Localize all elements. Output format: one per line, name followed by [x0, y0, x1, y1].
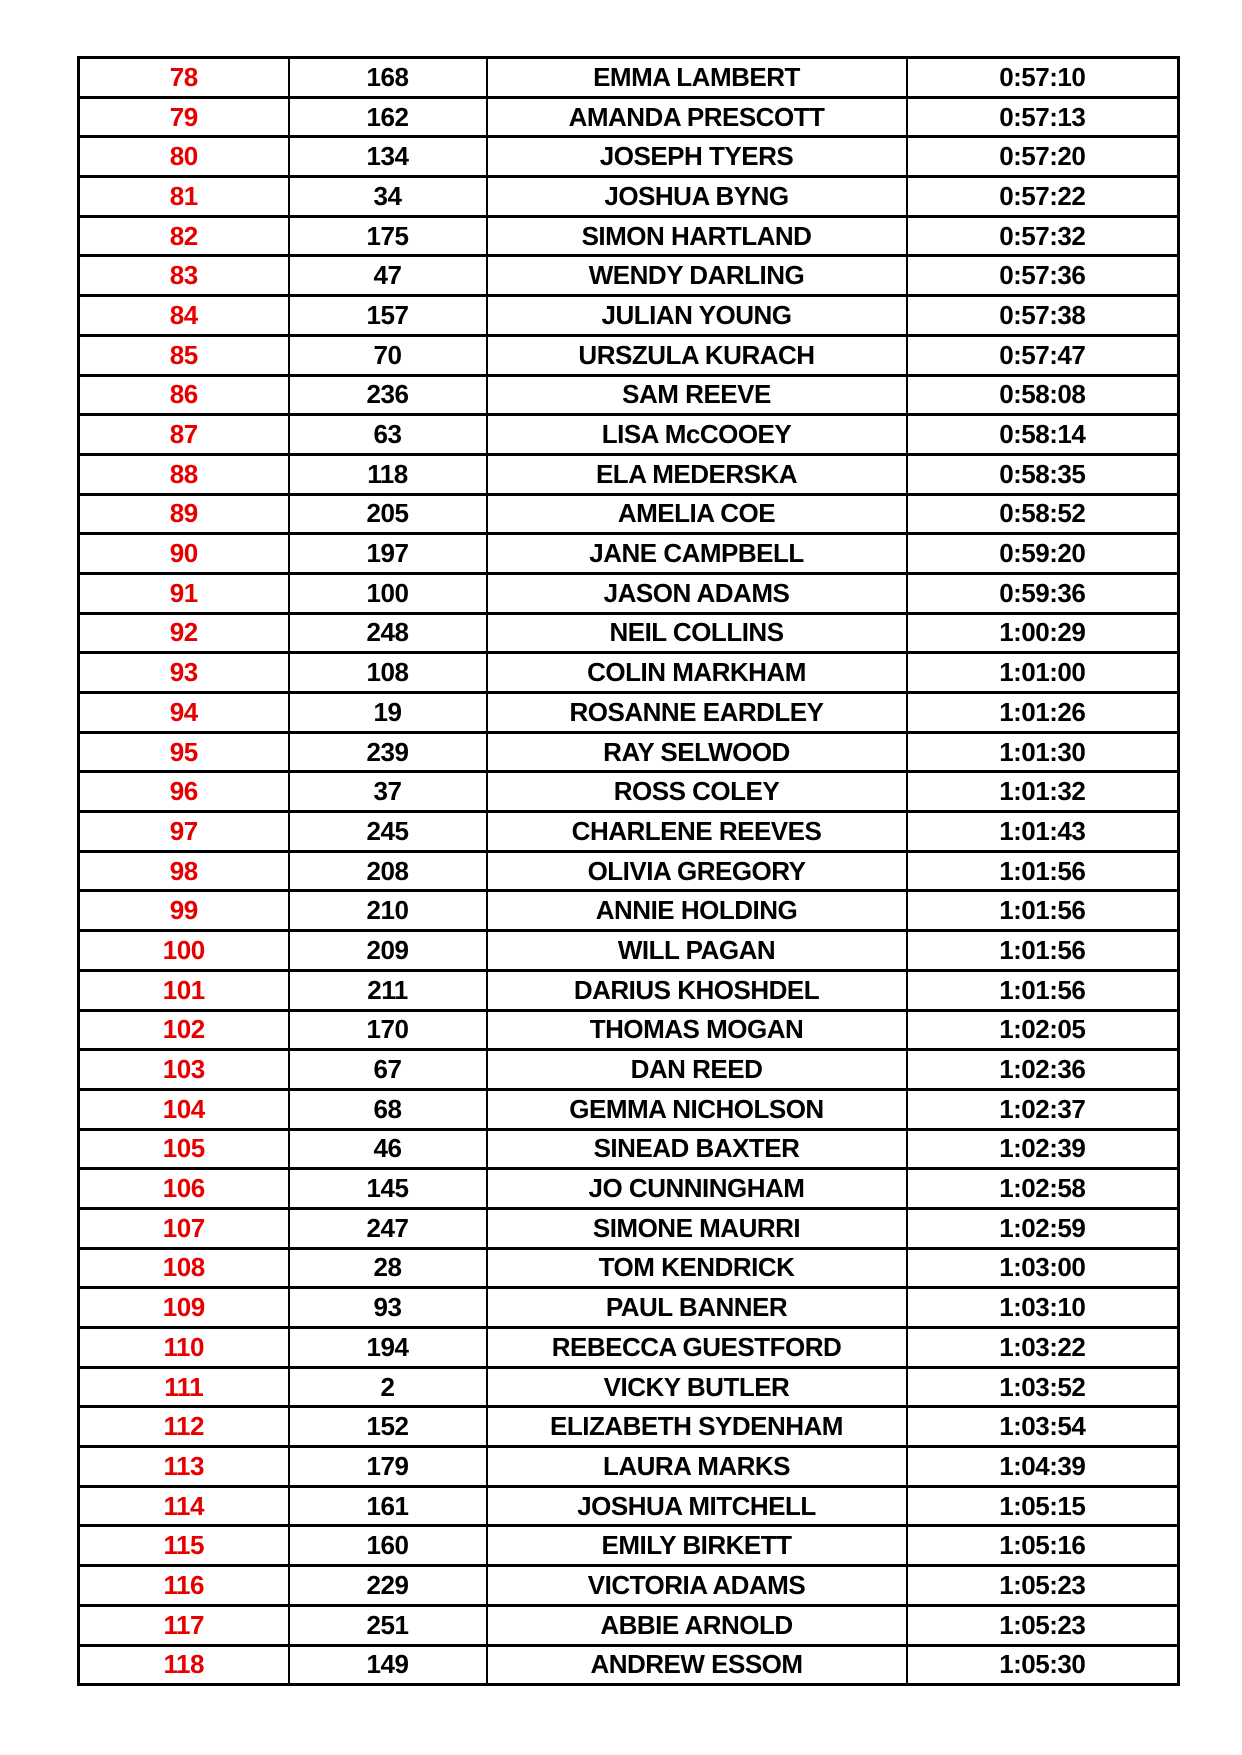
time-cell: 0:57:10	[907, 58, 1179, 98]
time-cell: 0:57:38	[907, 296, 1179, 336]
results-table	[77, 56, 1180, 1686]
position-cell: 87	[79, 415, 289, 455]
name-cell: WENDY DARLING	[487, 256, 907, 296]
name-cell: DARIUS KHOSHDEL	[487, 970, 907, 1010]
table-row	[79, 1248, 1179, 1288]
position-cell: 114	[79, 1486, 289, 1526]
bib-cell: 118	[289, 454, 487, 494]
position-cell: 96	[79, 772, 289, 812]
bib-cell: 175	[289, 216, 487, 256]
bib-cell: 149	[289, 1645, 487, 1685]
time-cell: 1:02:37	[907, 1089, 1179, 1129]
name-cell: ELA MEDERSKA	[487, 454, 907, 494]
time-cell: 1:03:22	[907, 1328, 1179, 1368]
time-cell: 1:01:00	[907, 653, 1179, 693]
position-cell: 109	[79, 1288, 289, 1328]
bib-cell: 210	[289, 891, 487, 931]
name-cell: JOSEPH TYERS	[487, 137, 907, 177]
bib-cell: 229	[289, 1566, 487, 1606]
table-row	[79, 1645, 1179, 1685]
name-cell: RAY SELWOOD	[487, 732, 907, 772]
position-cell: 81	[79, 177, 289, 217]
bib-cell: 67	[289, 1050, 487, 1090]
table-row	[79, 693, 1179, 733]
name-cell: TOM KENDRICK	[487, 1248, 907, 1288]
table-row	[79, 335, 1179, 375]
table-row	[79, 1288, 1179, 1328]
table-row	[79, 931, 1179, 971]
name-cell: OLIVIA GREGORY	[487, 851, 907, 891]
bib-cell: 209	[289, 931, 487, 971]
name-cell: GEMMA NICHOLSON	[487, 1089, 907, 1129]
name-cell: COLIN MARKHAM	[487, 653, 907, 693]
time-cell: 1:01:32	[907, 772, 1179, 812]
bib-cell: 2	[289, 1367, 487, 1407]
position-cell: 91	[79, 573, 289, 613]
name-cell: THOMAS MOGAN	[487, 1010, 907, 1050]
name-cell: VICKY BUTLER	[487, 1367, 907, 1407]
table-row	[79, 494, 1179, 534]
name-cell: JO CUNNINGHAM	[487, 1169, 907, 1209]
bib-cell: 239	[289, 732, 487, 772]
time-cell: 1:05:15	[907, 1486, 1179, 1526]
name-cell: EMILY BIRKETT	[487, 1526, 907, 1566]
position-cell: 94	[79, 693, 289, 733]
bib-cell: 248	[289, 613, 487, 653]
name-cell: AMELIA COE	[487, 494, 907, 534]
time-cell: 1:01:43	[907, 812, 1179, 852]
time-cell: 1:02:59	[907, 1208, 1179, 1248]
bib-cell: 93	[289, 1288, 487, 1328]
bib-cell: 161	[289, 1486, 487, 1526]
position-cell: 115	[79, 1526, 289, 1566]
table-row	[79, 216, 1179, 256]
time-cell: 0:59:20	[907, 534, 1179, 574]
time-cell: 0:57:32	[907, 216, 1179, 256]
name-cell: EMMA LAMBERT	[487, 58, 907, 98]
table-row	[79, 296, 1179, 336]
name-cell: SAM REEVE	[487, 375, 907, 415]
table-row	[79, 137, 1179, 177]
name-cell: SINEAD BAXTER	[487, 1129, 907, 1169]
position-cell: 79	[79, 97, 289, 137]
table-row	[79, 375, 1179, 415]
position-cell: 102	[79, 1010, 289, 1050]
time-cell: 1:05:16	[907, 1526, 1179, 1566]
position-cell: 105	[79, 1129, 289, 1169]
time-cell: 1:05:23	[907, 1566, 1179, 1606]
table-row	[79, 653, 1179, 693]
table-row	[79, 1605, 1179, 1645]
time-cell: 0:58:35	[907, 454, 1179, 494]
time-cell: 0:58:14	[907, 415, 1179, 455]
bib-cell: 37	[289, 772, 487, 812]
table-row	[79, 256, 1179, 296]
table-row	[79, 1129, 1179, 1169]
bib-cell: 211	[289, 970, 487, 1010]
name-cell: LAURA MARKS	[487, 1447, 907, 1487]
bib-cell: 170	[289, 1010, 487, 1050]
name-cell: SIMONE MAURRI	[487, 1208, 907, 1248]
position-cell: 111	[79, 1367, 289, 1407]
table-row	[79, 613, 1179, 653]
name-cell: JASON ADAMS	[487, 573, 907, 613]
table-row	[79, 97, 1179, 137]
time-cell: 1:02:36	[907, 1050, 1179, 1090]
table-row	[79, 1208, 1179, 1248]
table-row	[79, 534, 1179, 574]
position-cell: 117	[79, 1605, 289, 1645]
time-cell: 1:03:52	[907, 1367, 1179, 1407]
time-cell: 0:57:22	[907, 177, 1179, 217]
bib-cell: 157	[289, 296, 487, 336]
table-row	[79, 1407, 1179, 1447]
position-cell: 95	[79, 732, 289, 772]
time-cell: 1:01:56	[907, 970, 1179, 1010]
position-cell: 118	[79, 1645, 289, 1685]
name-cell: ROSS COLEY	[487, 772, 907, 812]
table-row	[79, 732, 1179, 772]
bib-cell: 108	[289, 653, 487, 693]
bib-cell: 28	[289, 1248, 487, 1288]
bib-cell: 47	[289, 256, 487, 296]
table-row	[79, 772, 1179, 812]
position-cell: 101	[79, 970, 289, 1010]
position-cell: 108	[79, 1248, 289, 1288]
bib-cell: 34	[289, 177, 487, 217]
bib-cell: 247	[289, 1208, 487, 1248]
bib-cell: 70	[289, 335, 487, 375]
table-row	[79, 415, 1179, 455]
table-row	[79, 573, 1179, 613]
position-cell: 83	[79, 256, 289, 296]
position-cell: 103	[79, 1050, 289, 1090]
table-row	[79, 454, 1179, 494]
name-cell: WILL PAGAN	[487, 931, 907, 971]
name-cell: PAUL BANNER	[487, 1288, 907, 1328]
position-cell: 89	[79, 494, 289, 534]
time-cell: 0:57:20	[907, 137, 1179, 177]
time-cell: 1:01:30	[907, 732, 1179, 772]
name-cell: AMANDA PRESCOTT	[487, 97, 907, 137]
table-row	[79, 1447, 1179, 1487]
time-cell: 1:01:56	[907, 891, 1179, 931]
name-cell: LISA McCOOEY	[487, 415, 907, 455]
table-row	[79, 891, 1179, 931]
name-cell: ELIZABETH SYDENHAM	[487, 1407, 907, 1447]
table-row	[79, 970, 1179, 1010]
name-cell: JOSHUA MITCHELL	[487, 1486, 907, 1526]
name-cell: ABBIE ARNOLD	[487, 1605, 907, 1645]
name-cell: REBECCA GUESTFORD	[487, 1328, 907, 1368]
bib-cell: 251	[289, 1605, 487, 1645]
time-cell: 1:01:26	[907, 693, 1179, 733]
time-cell: 0:57:47	[907, 335, 1179, 375]
position-cell: 93	[79, 653, 289, 693]
position-cell: 92	[79, 613, 289, 653]
time-cell: 1:05:23	[907, 1605, 1179, 1645]
time-cell: 1:05:30	[907, 1645, 1179, 1685]
bib-cell: 179	[289, 1447, 487, 1487]
table-row	[79, 812, 1179, 852]
time-cell: 1:02:39	[907, 1129, 1179, 1169]
position-cell: 113	[79, 1447, 289, 1487]
position-cell: 98	[79, 851, 289, 891]
time-cell: 1:03:54	[907, 1407, 1179, 1447]
time-cell: 1:02:58	[907, 1169, 1179, 1209]
time-cell: 1:01:56	[907, 851, 1179, 891]
bib-cell: 168	[289, 58, 487, 98]
bib-cell: 145	[289, 1169, 487, 1209]
position-cell: 104	[79, 1089, 289, 1129]
bib-cell: 63	[289, 415, 487, 455]
position-cell: 97	[79, 812, 289, 852]
position-cell: 106	[79, 1169, 289, 1209]
name-cell: SIMON HARTLAND	[487, 216, 907, 256]
bib-cell: 134	[289, 137, 487, 177]
name-cell: JANE CAMPBELL	[487, 534, 907, 574]
position-cell: 99	[79, 891, 289, 931]
bib-cell: 245	[289, 812, 487, 852]
position-cell: 110	[79, 1328, 289, 1368]
table-row	[79, 1328, 1179, 1368]
time-cell: 0:57:36	[907, 256, 1179, 296]
table-row	[79, 1367, 1179, 1407]
name-cell: VICTORIA ADAMS	[487, 1566, 907, 1606]
time-cell: 1:02:05	[907, 1010, 1179, 1050]
time-cell: 0:58:52	[907, 494, 1179, 534]
position-cell: 85	[79, 335, 289, 375]
position-cell: 80	[79, 137, 289, 177]
name-cell: ANDREW ESSOM	[487, 1645, 907, 1685]
time-cell: 1:03:00	[907, 1248, 1179, 1288]
bib-cell: 194	[289, 1328, 487, 1368]
bib-cell: 152	[289, 1407, 487, 1447]
time-cell: 1:01:56	[907, 931, 1179, 971]
time-cell: 0:58:08	[907, 375, 1179, 415]
name-cell: CHARLENE REEVES	[487, 812, 907, 852]
position-cell: 116	[79, 1566, 289, 1606]
bib-cell: 205	[289, 494, 487, 534]
name-cell: URSZULA KURACH	[487, 335, 907, 375]
table-row	[79, 177, 1179, 217]
table-row	[79, 58, 1179, 98]
position-cell: 88	[79, 454, 289, 494]
position-cell: 112	[79, 1407, 289, 1447]
time-cell: 1:03:10	[907, 1288, 1179, 1328]
bib-cell: 197	[289, 534, 487, 574]
time-cell: 0:59:36	[907, 573, 1179, 613]
table-row	[79, 1169, 1179, 1209]
position-cell: 82	[79, 216, 289, 256]
bib-cell: 100	[289, 573, 487, 613]
position-cell: 84	[79, 296, 289, 336]
bib-cell: 19	[289, 693, 487, 733]
table-row	[79, 1486, 1179, 1526]
table-row	[79, 1050, 1179, 1090]
table-row	[79, 1566, 1179, 1606]
time-cell: 1:00:29	[907, 613, 1179, 653]
table-row	[79, 1526, 1179, 1566]
name-cell: ANNIE HOLDING	[487, 891, 907, 931]
position-cell: 86	[79, 375, 289, 415]
time-cell: 1:04:39	[907, 1447, 1179, 1487]
name-cell: ROSANNE EARDLEY	[487, 693, 907, 733]
bib-cell: 208	[289, 851, 487, 891]
position-cell: 78	[79, 58, 289, 98]
table-row	[79, 1089, 1179, 1129]
table-row	[79, 1010, 1179, 1050]
name-cell: JOSHUA BYNG	[487, 177, 907, 217]
bib-cell: 68	[289, 1089, 487, 1129]
position-cell: 90	[79, 534, 289, 574]
time-cell: 0:57:13	[907, 97, 1179, 137]
bib-cell: 46	[289, 1129, 487, 1169]
bib-cell: 162	[289, 97, 487, 137]
name-cell: DAN REED	[487, 1050, 907, 1090]
name-cell: JULIAN YOUNG	[487, 296, 907, 336]
name-cell: NEIL COLLINS	[487, 613, 907, 653]
table-row	[79, 851, 1179, 891]
bib-cell: 160	[289, 1526, 487, 1566]
position-cell: 107	[79, 1208, 289, 1248]
bib-cell: 236	[289, 375, 487, 415]
position-cell: 100	[79, 931, 289, 971]
